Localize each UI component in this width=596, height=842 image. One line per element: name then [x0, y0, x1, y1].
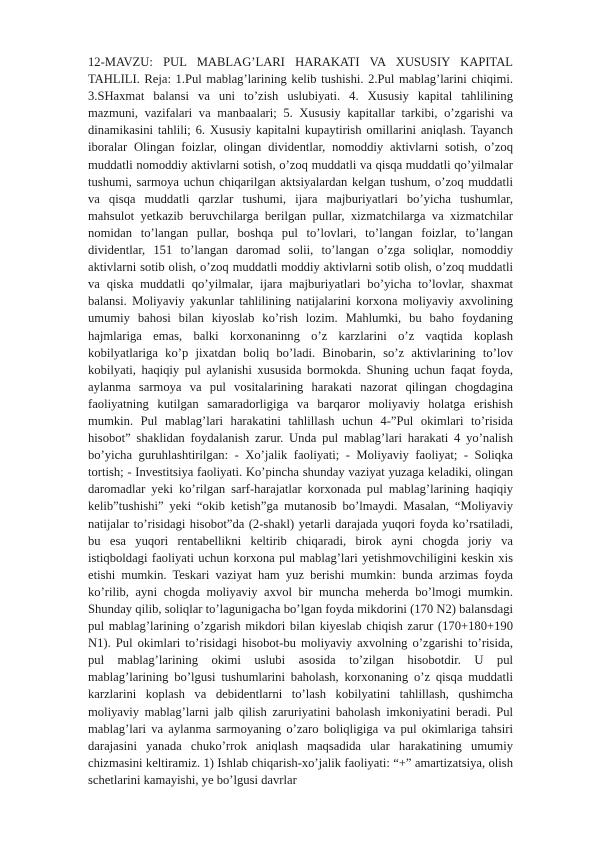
body-paragraph: 12-MAVZU: PUL MABLAG’LARI HARAKATI VA XUSUSIY KAPITAL TAHLILI. Reja: 1.Pul mablag’larining kelib tushishi. 2.Pul mablag’larini chiqimi. 3.SHaxmat balansi va uni to’zish uslubiyati. 4. Xususiy kapital tahlilining mazmuni, vazifalari va manbaalari; 5. Xususiy kapitallar tarkibi, o’zgarishi va dinamikasini tahlili; 6. Xususiy kapitalni kupaytirish omillarini aniqlash. Tayanch iboralar Olingan foizlar, olingan dividentlar, nomoddiy aktivlarni sotish, o’zoq muddatli nomoddiy aktivlarni sotish, o’zoq muddatli va qisqa muddatli qo’yilmalar tushumi, sarmoya uchun chiqarilgan aktsiyalardan kelgan tushum, o’zoq muddatli va qisqa muddatli qarzlar tushumi, ijara majburiyatlari bo’yicha tushumlar, mahsulot yetkazib beruvchilarga berilgan pullar, xizmatchilarga va xizmatchilar nomidan to’langan pullar, boshqa pul to’lovlari, to’langan foizlar, to’langan dividentlar, 151 to’langan daromad solii, to’langan o’zga soliqlar, nomoddiy aktivlarni sotib olish, o’zoq muddatli moddiy aktivlarni sotib olish, o’zoq muddatli va qiska muddatli qo’yilmalar, ijara majburiyatlari bo’yicha to’lovlar, shaxmat balansi. Moliyaviy yakunlar tahlilining natijalarini korxona moliyaviy axvolining umumiy bahosi bilan kiyoslab ko’rish lozim. Mahlumki, bu baho foydaning hajmlariga emas, balki korxonaninng o’z karzlarini o’z vaqtida koplash kobilyatlariga ko’p jixatdan boliq bo’ladi. Binobarin, so’z aktivlarining to’lov kobilyati, haqiqiy pul aylanishi xususida bormokda. Shuning uchun faqat foyda, aylanma sarmoya va pul vositalarining harakati nazorat qilingan chogdagina faoliyatning kutilgan samaradorligiga va barqaror moliyaviy holatga erishish mumkin. Pul mablag’lari harakatini tahlillash uchun 4-”Pul okimlari to’risida hisobot” shaklidan foydalanish zarur. Unda pul mablag’lari harakati 4 yo’nalish bo’yicha guruhlashtirilgan: - Xo’jalik faoliyati; - Moliyaviy faoliyat; - Soliqka tortish; - Investitsiya faoliyati. Ko’pincha shunday vaziyat yuzaga keladiki, olingan daromadlar yeki ko’rilgan sarf-harajatlar korxonada pul mablag’larining haqiqiy kelib”tushishi” yeki “okib ketish”ga mutanosib bo’lmaydi. Masalan, “Moliyaviy natijalar to’risidagi hisobot”da (2-shakl) yetarli darajada yuqori foyda ko’rsatiladi, bu esa yuqori rentabellikni keltirib chiqaradi, birok ayni chogda joriy va istiqboldagi faoliyati uchun korxona pul mablag’lari yetishmovchiligini keskin xis etishi mumkin. Teskari vaziyat ham yuz berishi mumkin: bunda arzimas foyda ko’rilib, ayni chogda moliyaviy axvol bir muncha meherda bo’lmogi mumkin. Shunday qilib, soliqlar to’lagunigacha bo’lgan foyda mikdorini (170 N2) balansdagi pul mablag’larining o’zgarish mikdori bilan kiyeslab chiqish zarur (170+180+190 N1). Pul okimlari to’risidagi hisobot-bu moliyaviy axvolning o’zgarishi to’risida, pul mablag’larining okimi uslubi asosida to’zilgan hisobotdir. U pul mablag’larining bo’lgusi tushumlarini baholash, korxonaning o’z qisqa muddatli karzlarini koplash va debidentlarni to’lash kobilyatini tahlillash, qushimcha moliyaviy mablag’larni jalb qilish zaruriyatini baholash imkoniyatini beradi. Pul mablag’lari va aylanma sarmoyaning o’zaro boliqligiga va pul okimlariga tahsiri darajasini yanada chuko’rrok aniqlash maqsadida ular harakatining umumiy chizmasini keltiramiz. 1) Ishlab chiqarish-xo’jalik faoliyati: “+” amartizatsiya, olish schetlarini kamayishi, ye bo’lgusi davrlar [88, 55, 513, 787]
